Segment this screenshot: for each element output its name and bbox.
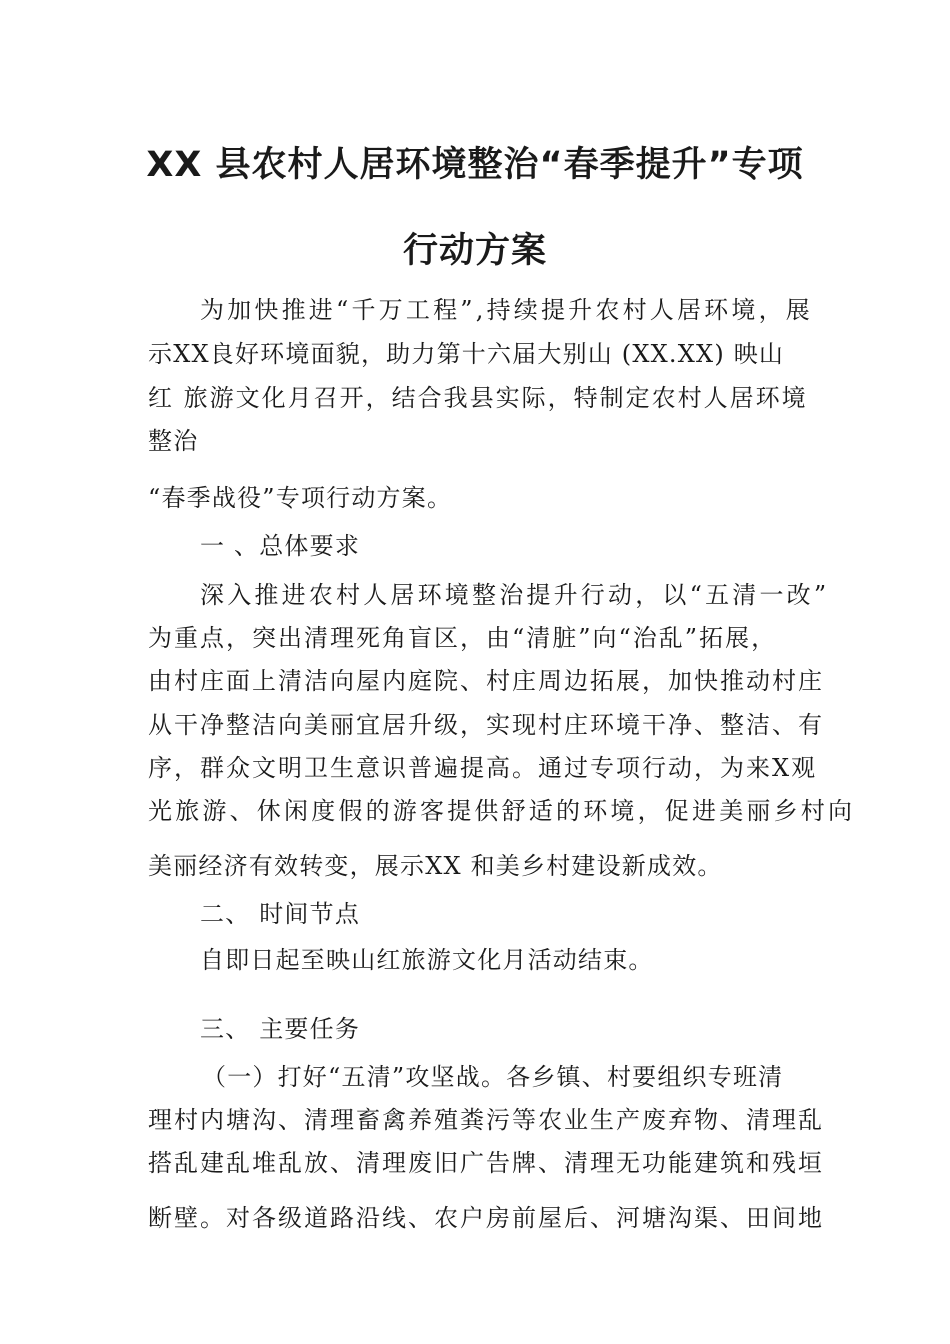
- document-title-line-2: 行动方案: [402, 231, 547, 271]
- section-3-heading: 三、 主要任务: [200, 1015, 361, 1043]
- section-3-line-3: 搭乱建乱堆乱放、清理废旧广告牌、清理无功能建筑和残垣: [148, 1149, 824, 1177]
- section-1-line-4: 从干净整洁向美丽宜居升级，实现村庄环境干净、整洁、有: [148, 711, 824, 739]
- section-3-line-4: 断壁。对各级道路沿线、农户房前屋后、河塘沟渠、田间地: [148, 1204, 824, 1232]
- section-3-line-1: （一）打好“五清”攻坚战。各乡镇、村要组织专班清: [202, 1063, 784, 1091]
- document-title-line-1: XX 县农村人居环境整治“春季提升”专项: [146, 145, 804, 185]
- section-1-line-7: 美丽经济有效转变，展示XX 和美乡村建设新成效。: [148, 852, 723, 880]
- intro-line-4: 整治: [148, 427, 199, 455]
- section-1-heading: 一 、总体要求: [200, 532, 361, 560]
- section-1-line-6: 光旅游、休闲度假的游客提供舒适的环境，促进美丽乡村向: [148, 797, 856, 825]
- section-1-line-1: 深入推进农村人居环境整治提升行动，以“五清一改”: [200, 581, 830, 609]
- section-3-line-2: 理村内塘沟、清理畜禽养殖粪污等农业生产废弃物、清理乱: [148, 1106, 824, 1134]
- section-1-line-3: 由村庄面上清洁向屋内庭院、村庄周边拓展，加快推动村庄: [148, 667, 824, 695]
- intro-line-1: 为加快推进“千万工程”,持续提升农村人居环境，展: [200, 296, 813, 324]
- section-1-line-2: 为重点，突出清理死角盲区，由“清脏”向“治乱”拓展，: [148, 624, 778, 652]
- intro-line-5: “春季战役”专项行动方案。: [148, 484, 453, 512]
- section-1-line-5: 序，群众文明卫生意识普遍提高。通过专项行动，为来X观: [148, 754, 818, 782]
- section-2-heading: 二、 时间节点: [200, 900, 361, 928]
- section-2-body: 自即日起至映山红旅游文化月活动结束。: [200, 946, 654, 974]
- intro-line-2: 示XX良好环境面貌，助力第十六届大别山 (XX.XX) 映山: [148, 340, 785, 368]
- intro-line-3: 红 旅游文化月召开，结合我县实际，特制定农村人居环境: [148, 384, 808, 412]
